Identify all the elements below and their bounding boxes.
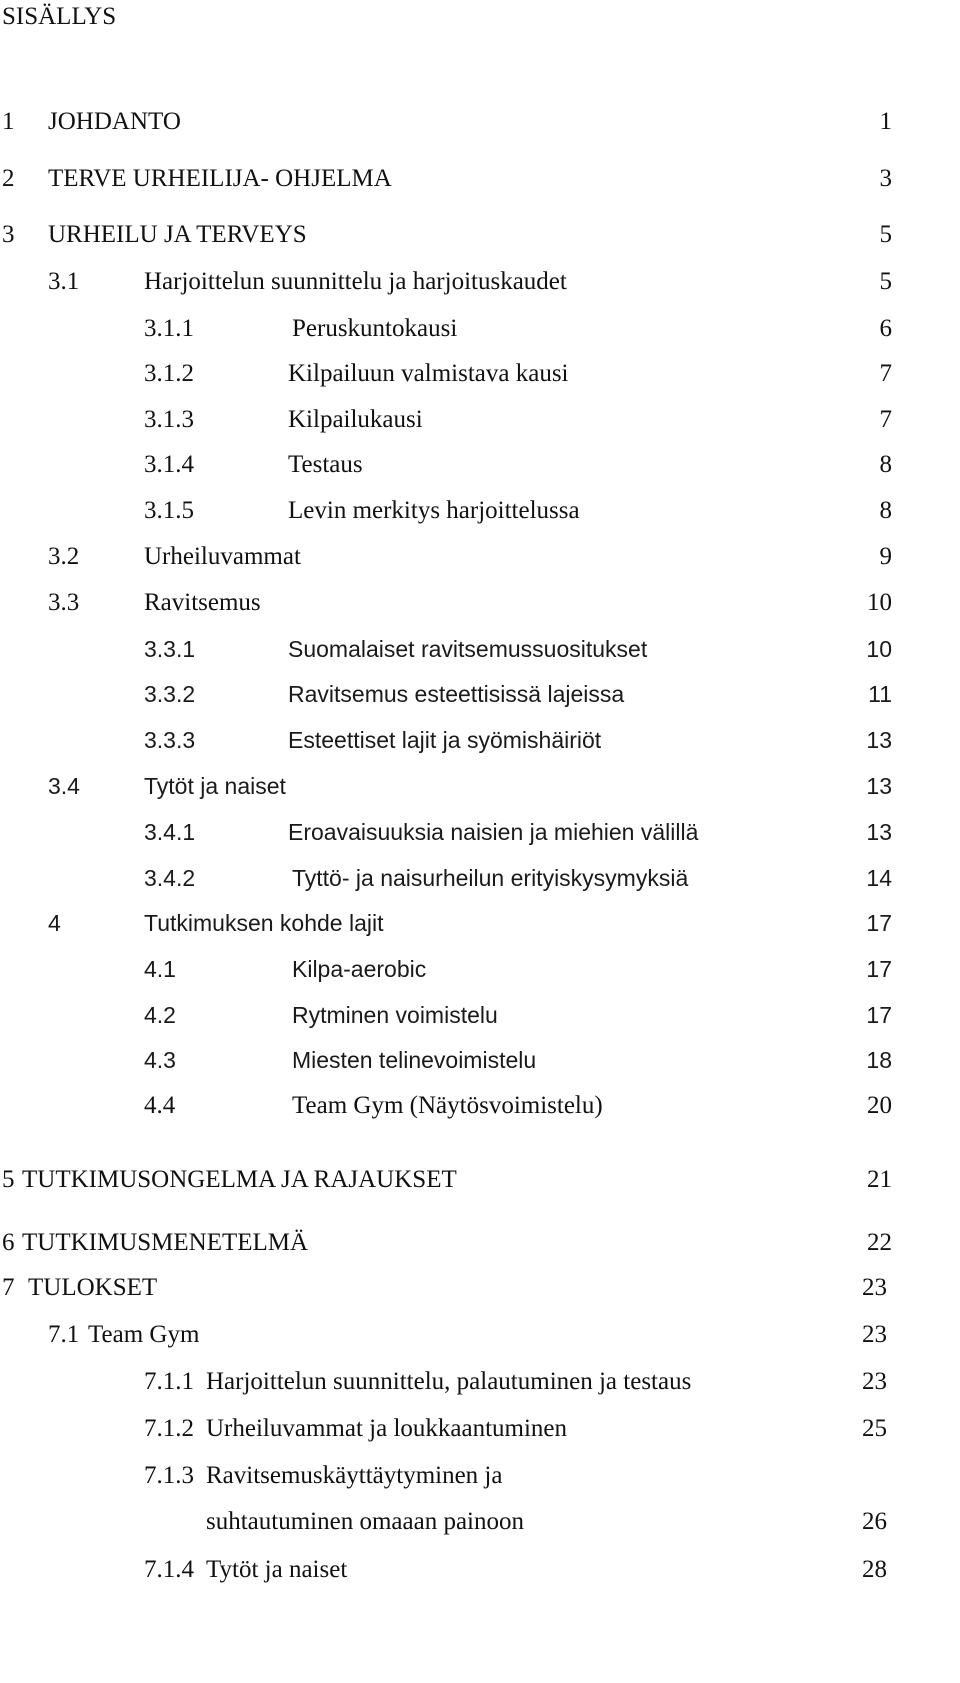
toc-entry[interactable] — [0, 1553, 960, 1587]
toc-entry-page-number: 23 — [862, 1274, 887, 1301]
toc-entry[interactable] — [0, 218, 960, 252]
toc-entry-title: Urheiluvammat ja loukkaantuminen — [206, 1415, 568, 1442]
toc-entry[interactable] — [0, 1412, 960, 1446]
toc-entry-number: 3.4 — [48, 773, 80, 799]
toc-entry-page-number: 13 — [866, 773, 892, 799]
toc-entry[interactable] — [0, 632, 960, 666]
toc-entry-page-number: 13 — [866, 727, 892, 753]
toc-entry[interactable] — [0, 105, 960, 139]
toc-entry-page-number: 7 — [879, 360, 892, 387]
toc-entry-number: 3.3.2 — [144, 681, 196, 707]
toc-entry-title: Testaus — [288, 451, 363, 478]
toc-entry[interactable] — [0, 952, 960, 986]
toc-entry[interactable] — [0, 494, 960, 528]
toc-entry-title: URHEILU JA TERVEYS — [48, 221, 307, 248]
toc-entry[interactable] — [0, 1271, 960, 1305]
toc-entry-title: Harjoittelun suunnittelu ja harjoituskaudet — [144, 268, 567, 295]
toc-entry-number: 3.1.4 — [144, 451, 194, 478]
toc-entry[interactable] — [0, 1163, 960, 1197]
toc-entry-title: Urheiluvammat — [144, 543, 301, 570]
toc-entry[interactable] — [0, 815, 960, 849]
toc-entry-page-number: 7 — [879, 406, 892, 433]
toc-entry-number: 3.2 — [48, 543, 80, 570]
toc-entry-title: suhtautuminen omaaan painoon — [206, 1508, 524, 1535]
toc-entry-title: TULOKSET — [28, 1274, 158, 1301]
toc-entry[interactable] — [0, 265, 960, 299]
toc-entry-page-number: 26 — [862, 1508, 887, 1535]
toc-entry-number: 7 — [2, 1274, 15, 1301]
toc-entry-page-number: 5 — [879, 268, 892, 295]
toc-entry[interactable] — [0, 1089, 960, 1123]
toc-entry-number: 4.1 — [144, 956, 176, 982]
toc-entry[interactable] — [0, 677, 960, 711]
toc-entry[interactable] — [0, 448, 960, 482]
toc-entry[interactable] — [0, 861, 960, 895]
toc-entry-page-number: 10 — [867, 589, 892, 616]
toc-entry-page-number: 28 — [862, 1556, 887, 1583]
toc-entry-page-number: 20 — [867, 1092, 892, 1119]
toc-entry[interactable] — [0, 723, 960, 757]
toc-entry-page-number: 14 — [866, 865, 892, 891]
toc-entry-title: Ravitsemuskäyttäytyminen ja — [206, 1462, 503, 1489]
toc-heading: SISÄLLYS — [2, 3, 117, 30]
toc-entry-title: Levin merkitys harjoittelussa — [288, 497, 580, 524]
toc-entry[interactable] — [0, 540, 960, 574]
toc-entry-title: TERVE URHEILIJA- OHJELMA — [48, 165, 392, 192]
toc-entry-page-number: 17 — [866, 956, 892, 982]
toc-entry-page-number: 23 — [862, 1368, 887, 1395]
toc-entry-number: 4.3 — [144, 1047, 176, 1073]
toc-entry-title: Ravitsemus esteettisissä lajeissa — [288, 681, 625, 707]
toc-entry-title: Ravitsemus — [144, 589, 261, 616]
toc-entry-title: Eroavaisuuksia naisien ja miehien välillä — [288, 819, 699, 845]
toc-entry-number: 4 — [48, 910, 61, 936]
toc-entry-number: 3.3 — [48, 589, 80, 616]
toc-entry-title: Tutkimuksen kohde lajit — [144, 910, 384, 936]
toc-entry-title: JOHDANTO — [48, 108, 181, 135]
toc-entry-page-number: 25 — [862, 1415, 887, 1442]
toc-entry-title: Kilpailuun valmistava kausi — [288, 360, 569, 387]
toc-entry-title: Kilpa-aerobic — [292, 956, 427, 982]
toc-entry-number: 3.1 — [48, 268, 80, 295]
toc-entry[interactable] — [0, 312, 960, 346]
toc-entry-number: 4.4 — [144, 1092, 176, 1119]
toc-entry-page-number: 6 — [879, 315, 892, 342]
toc-entry[interactable] — [0, 357, 960, 391]
toc-entry[interactable] — [0, 162, 960, 196]
toc-entry[interactable] — [0, 403, 960, 437]
toc-entry[interactable] — [0, 1459, 960, 1493]
toc-entry-title: TUTKIMUSMENETELMÄ — [22, 1229, 309, 1256]
toc-entry-number: 3.4.2 — [144, 865, 196, 891]
toc-entry-title: Peruskuntokausi — [292, 315, 458, 342]
toc-entry-page-number: 22 — [867, 1229, 892, 1256]
toc-entry-page-number: 5 — [879, 221, 892, 248]
toc-entry-page-number: 17 — [866, 910, 892, 936]
toc-entry-number: 4.2 — [144, 1002, 176, 1028]
toc-entry-title: Harjoittelun suunnittelu, palautuminen ja testaus — [206, 1368, 692, 1395]
toc-entry[interactable] — [0, 998, 960, 1032]
toc-entry-page-number: 21 — [867, 1166, 892, 1193]
toc-entry[interactable] — [0, 1505, 960, 1539]
toc-entry-number: 1 — [2, 108, 15, 135]
toc-entry-page-number: 18 — [866, 1047, 892, 1073]
toc-entry[interactable] — [0, 769, 960, 803]
toc-entry-number: 2 — [2, 165, 15, 192]
toc-entry-page-number: 8 — [879, 451, 892, 478]
toc-entry-title: Suomalaiset ravitsemussuositukset — [288, 636, 648, 662]
toc-entry-page-number: 10 — [866, 636, 892, 662]
toc-entry-page-number: 23 — [862, 1321, 887, 1348]
toc-entry-title: Rytminen voimistelu — [292, 1002, 498, 1028]
toc-entry-page-number: 1 — [879, 108, 892, 135]
toc-entry-number: 7.1.2 — [144, 1415, 194, 1442]
toc-entry[interactable] — [0, 906, 960, 940]
toc-entry-page-number: 3 — [879, 165, 892, 192]
toc-entry-page-number: 9 — [879, 543, 892, 570]
toc-entry-number: 5 — [2, 1166, 15, 1193]
toc-entry[interactable] — [0, 1226, 960, 1260]
toc-entry-title: Team Gym (Näytösvoimistelu) — [292, 1092, 603, 1119]
toc-entry-title: Tytöt ja naiset — [144, 773, 286, 799]
toc-entry-page-number: 11 — [868, 681, 892, 707]
toc-entry-page-number: 17 — [866, 1002, 892, 1028]
toc-entry[interactable] — [0, 1365, 960, 1399]
toc-entry-title: Team Gym — [88, 1321, 200, 1348]
toc-entry-page-number: 13 — [866, 819, 892, 845]
toc-entry-number: 7.1.4 — [144, 1556, 194, 1583]
toc-entry-title: Kilpailukausi — [288, 406, 423, 433]
toc-entry-number: 7.1 — [48, 1321, 80, 1348]
toc-entry-title: Tyttö- ja naisurheilun erityiskysymyksiä — [292, 865, 689, 891]
toc-entry-number: 3.1.2 — [144, 360, 194, 387]
toc-entry[interactable] — [0, 1043, 960, 1077]
toc-entry-page-number: 8 — [879, 497, 892, 524]
toc-entry-number: 3.1.1 — [144, 315, 194, 342]
toc-entry-number: 3.1.5 — [144, 497, 194, 524]
toc-entry-number: 7.1.3 — [144, 1462, 194, 1489]
toc-entry-title: Miesten telinevoimistelu — [292, 1047, 537, 1073]
toc-entry-title: Tytöt ja naiset — [206, 1556, 348, 1583]
toc-entry-number: 3 — [2, 221, 15, 248]
toc-entry-number: 3.3.3 — [144, 727, 196, 753]
toc-entry[interactable] — [0, 586, 960, 620]
toc-entry-number: 7.1.1 — [144, 1368, 194, 1395]
toc-entry-title: TUTKIMUSONGELMA JA RAJAUKSET — [22, 1166, 457, 1193]
toc-entry-number: 3.1.3 — [144, 406, 194, 433]
toc-entry[interactable] — [0, 1318, 960, 1352]
toc-entry-number: 3.3.1 — [144, 636, 196, 662]
toc-entry-title: Esteettiset lajit ja syömishäiriöt — [288, 727, 602, 753]
toc-entry-number: 3.4.1 — [144, 819, 196, 845]
toc-entry-number: 6 — [2, 1229, 15, 1256]
